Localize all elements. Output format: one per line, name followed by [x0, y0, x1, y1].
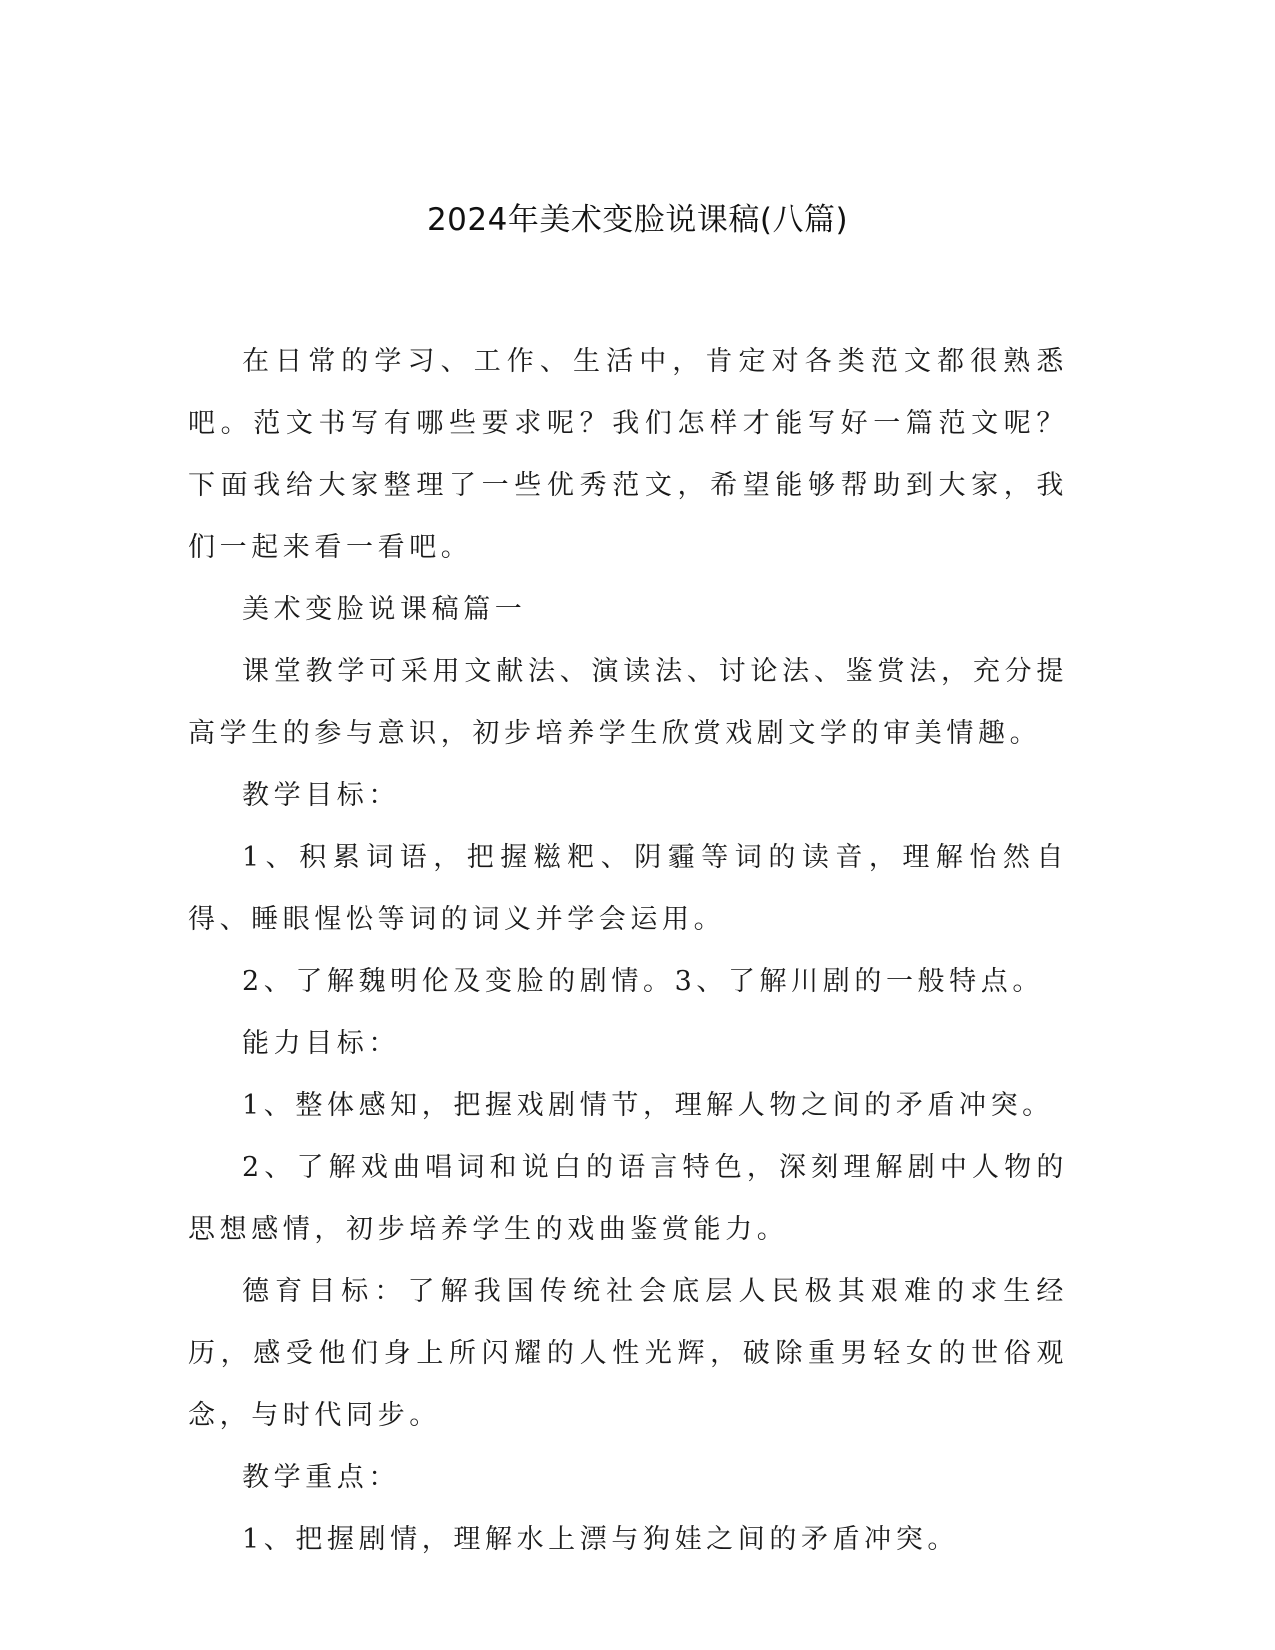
document-title: 2024年美术变脸说课稿(八篇)	[426, 202, 849, 238]
list-item: 2、了解戏曲唱词和说白的语言特色，深刻理解剧中人物的思想感情，初步培养学生的戏曲鉴赏能力。	[188, 1152, 1068, 1245]
list-item: 1、积累词语，把握糍粑、阴霾等词的读音，理解怡然自得、睡眼惺忪等词的词义并学会运用。	[188, 842, 1068, 935]
subheading-ability-goals: 能力目标：	[242, 1028, 400, 1059]
intro-paragraph: 在日常的学习、工作、生活中，肯定对各类范文都很熟悉吧。范文书写有哪些要求呢？我们怎样才能写好一篇范文呢？下面我给大家整理了一些优秀范文，希望能够帮助到大家，我们一起来看一看吧。	[188, 346, 1068, 563]
section-heading: 美术变脸说课稿篇一	[242, 594, 527, 625]
list-item: 1、整体感知，把握戏剧情节，理解人物之间的矛盾冲突。	[242, 1090, 1054, 1121]
body-paragraph: 课堂教学可采用文献法、演读法、讨论法、鉴赏法，充分提高学生的参与意识，初步培养学生欣赏戏剧文学的审美情趣。	[188, 656, 1068, 749]
body-paragraph: 德育目标：了解我国传统社会底层人民极其艰难的求生经历，感受他们身上所闪耀的人性光辉，破除重男轻女的世俗观念，与时代同步。	[188, 1276, 1068, 1431]
list-item: 2、了解魏明伦及变脸的剧情。3、了解川剧的一般特点。	[242, 966, 1044, 997]
list-item: 1、把握剧情，理解水上漂与狗娃之间的矛盾冲突。	[242, 1524, 959, 1555]
subheading-teaching-goals: 教学目标：	[242, 780, 400, 811]
document-body	[188, 331, 1068, 1571]
subheading-teaching-focus: 教学重点：	[242, 1462, 400, 1493]
